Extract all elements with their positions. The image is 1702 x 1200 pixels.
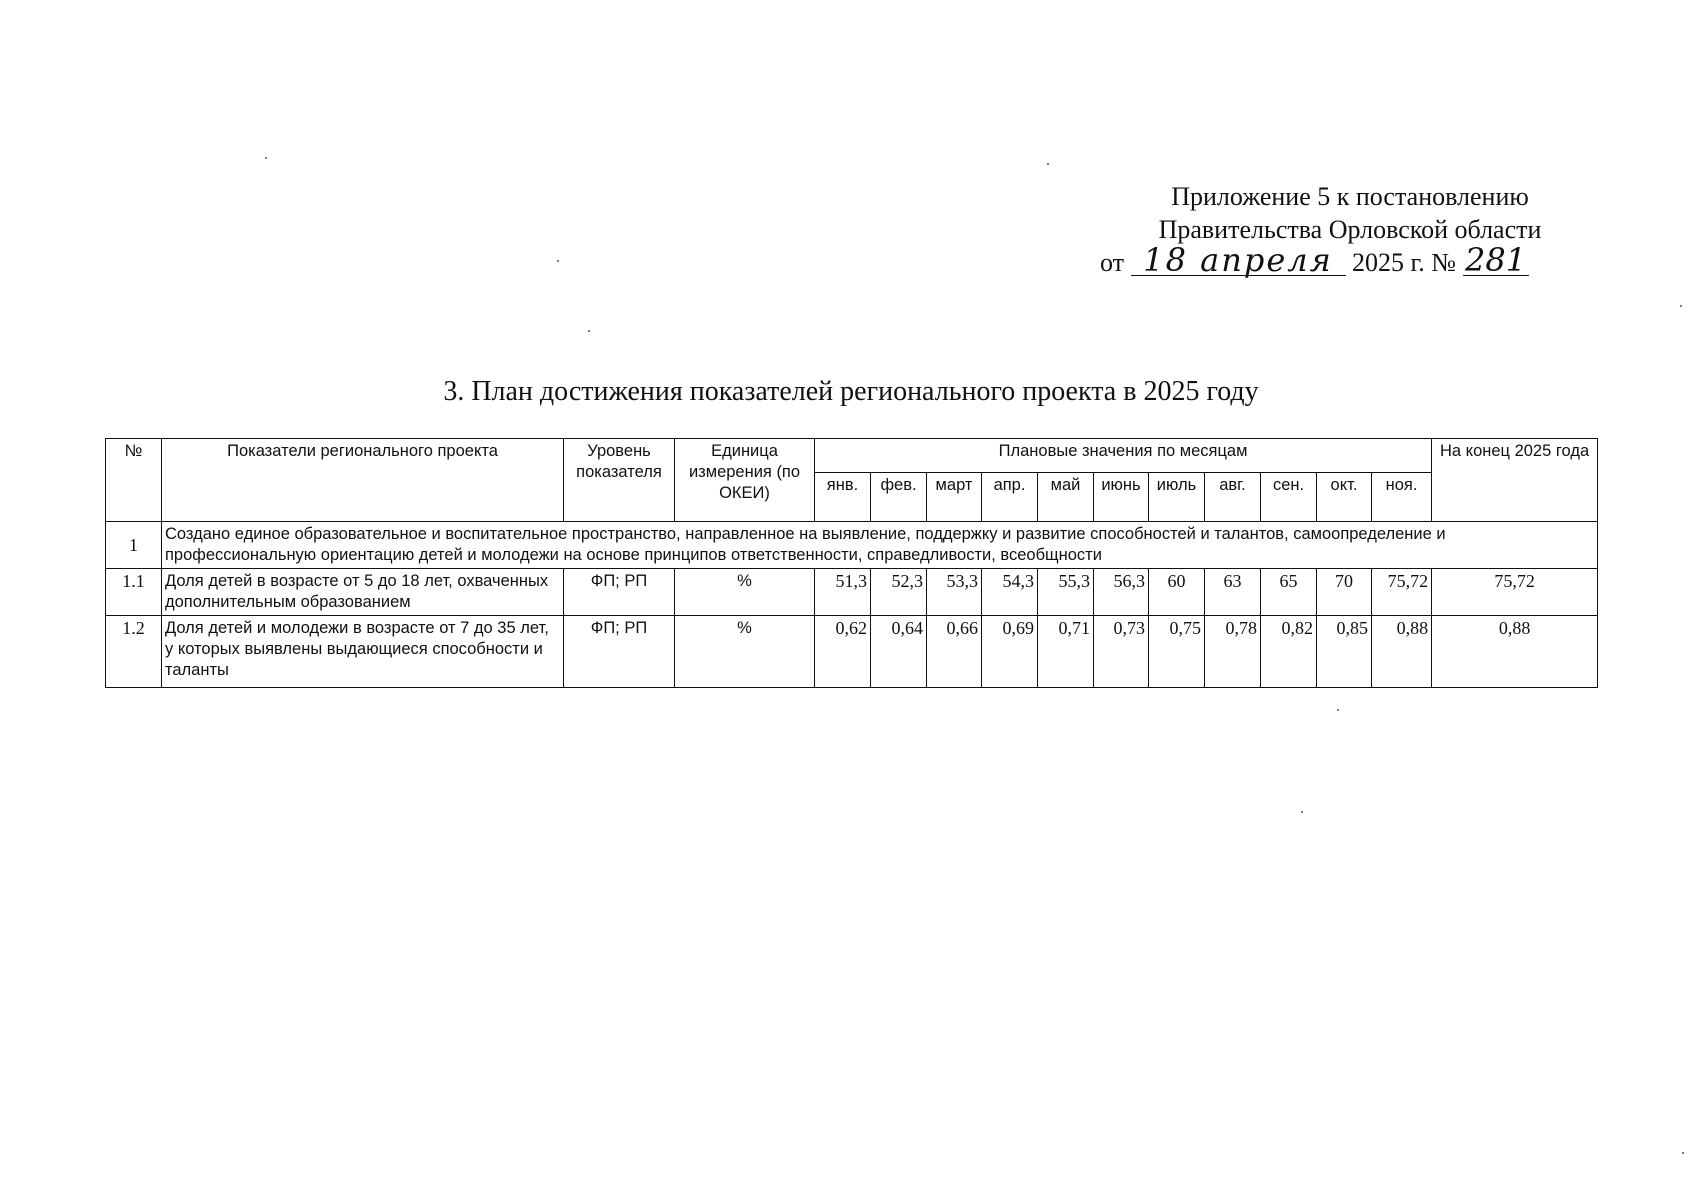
row-value: 0,71 bbox=[1038, 616, 1094, 688]
col-num-header: № bbox=[106, 439, 162, 522]
scan-speck bbox=[1682, 1152, 1684, 1154]
row-value: 0,64 bbox=[871, 616, 927, 688]
row-indicator: Доля детей и молодежи в возрасте от 7 до 35 лет, у которых выявлены выдающиеся способности и таланты bbox=[162, 616, 564, 688]
month-header: сен. bbox=[1261, 473, 1317, 522]
scan-speck bbox=[557, 260, 559, 262]
month-header: май bbox=[1038, 473, 1094, 522]
scan-speck bbox=[588, 330, 590, 332]
month-header: апр. bbox=[982, 473, 1038, 522]
table-row bbox=[106, 616, 1598, 688]
table-row bbox=[106, 569, 1598, 616]
row-value: 75,72 bbox=[1372, 569, 1432, 616]
row-value: 65 bbox=[1261, 569, 1317, 616]
row-value: 0,82 bbox=[1261, 616, 1317, 688]
row-level: ФП; РП bbox=[564, 569, 675, 616]
scan-speck bbox=[1337, 709, 1339, 711]
row-value: 55,3 bbox=[1038, 569, 1094, 616]
plan-table bbox=[105, 438, 1598, 688]
month-header: фев. bbox=[871, 473, 927, 522]
row-value: 51,3 bbox=[815, 569, 871, 616]
month-header: март bbox=[927, 473, 982, 522]
appendix-line-2: Правительства Орловской области bbox=[1158, 215, 1542, 244]
month-header: окт. bbox=[1317, 473, 1372, 522]
month-header: янв. bbox=[815, 473, 871, 522]
row-value: 0,88 bbox=[1372, 616, 1432, 688]
row-value: 0,78 bbox=[1205, 616, 1261, 688]
row-num: 1.1 bbox=[106, 569, 162, 616]
scan-speck bbox=[1047, 163, 1049, 165]
col-level-header: Уровень показателя bbox=[564, 439, 675, 522]
row-indicator: Доля детей в возрасте от 5 до 18 лет, охваченных дополнительным образованием bbox=[162, 569, 564, 616]
row-year-end: 75,72 bbox=[1432, 569, 1598, 616]
row-level: ФП; РП bbox=[564, 616, 675, 688]
appendix-line-1: Приложение 5 к постановлению bbox=[1171, 182, 1529, 211]
document-title: 3. План достижения показателей регионального проекта в 2025 году bbox=[443, 376, 1259, 407]
row-value: 0,85 bbox=[1317, 616, 1372, 688]
year-label: 2025 г. № bbox=[1352, 248, 1457, 277]
goal-row bbox=[106, 522, 1598, 569]
row-value: 0,73 bbox=[1094, 616, 1149, 688]
month-header: авг. bbox=[1205, 473, 1261, 522]
appendix-header bbox=[1090, 180, 1610, 246]
row-value: 0,75 bbox=[1149, 616, 1205, 688]
month-header: июль bbox=[1149, 473, 1205, 522]
row-value: 56,3 bbox=[1094, 569, 1149, 616]
col-unit-header: Единица измерения (по ОКЕИ) bbox=[675, 439, 815, 522]
row-value: 53,3 bbox=[927, 569, 982, 616]
row-value: 52,3 bbox=[871, 569, 927, 616]
row-unit: % bbox=[675, 616, 815, 688]
row-value: 0,66 bbox=[927, 616, 982, 688]
handwritten-date: 18 апреля bbox=[1131, 245, 1346, 276]
goal-text: Создано единое образовательное и воспитательное пространство, направленное на выявление, поддержку и развитие способностей и талантов, самоопределение и профессиональную ориентацию детей и молодежи на основе принципов ответственности, справедливости, всеобщности bbox=[162, 522, 1598, 569]
goal-num: 1 bbox=[106, 522, 162, 569]
row-value: 63 bbox=[1205, 569, 1261, 616]
handwritten-number: 281 bbox=[1463, 245, 1529, 276]
col-monthly-header: Плановые значения по месяцам bbox=[815, 439, 1432, 473]
month-header: июнь bbox=[1094, 473, 1149, 522]
scan-speck bbox=[1680, 305, 1682, 307]
from-label: от bbox=[1100, 248, 1125, 277]
row-value: 54,3 bbox=[982, 569, 1038, 616]
row-value: 0,69 bbox=[982, 616, 1038, 688]
row-unit: % bbox=[675, 569, 815, 616]
row-value: 60 bbox=[1149, 569, 1205, 616]
col-year-end-header: На конец 2025 года bbox=[1432, 439, 1598, 522]
row-value: 70 bbox=[1317, 569, 1372, 616]
header-row-1 bbox=[106, 439, 1598, 473]
scan-speck bbox=[1301, 811, 1303, 813]
row-value: 0,62 bbox=[815, 616, 871, 688]
month-header: ноя. bbox=[1372, 473, 1432, 522]
row-num: 1.2 bbox=[106, 616, 162, 688]
appendix-date-line bbox=[1100, 241, 1529, 279]
scan-speck bbox=[265, 157, 267, 159]
col-indicator-header: Показатели регионального проекта bbox=[162, 439, 564, 522]
row-year-end: 0,88 bbox=[1432, 616, 1598, 688]
